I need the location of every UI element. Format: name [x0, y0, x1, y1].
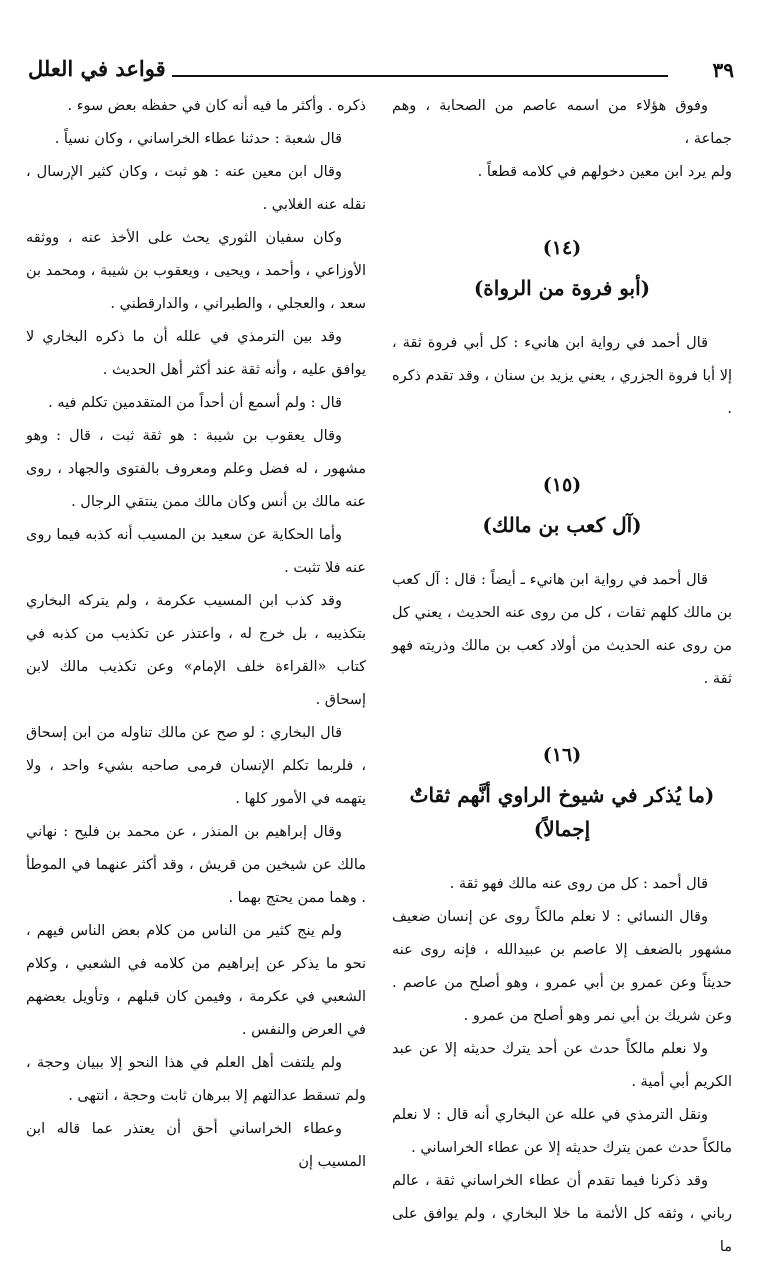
- paragraph: قال أحمد في رواية ابن هانيء : كل أبي فروة ثقة ، إلا أبا فروة الجزري ، يعني يزيد بن سنان ، وقد تقدم ذكره .: [392, 335, 732, 417]
- paragraph: وعطاء الخراساني أحق أن يعتذر عما قاله ابن المسيب إن: [26, 1121, 366, 1170]
- paragraph: ذكره . وأكثر ما فيه أنه كان في حفظه بعض سوء .: [67, 98, 366, 114]
- paragraph: وقال إبراهيم بن المنذر ، عن محمد بن فليح : نهاني مالك عن شيخين من قريش ، وقد أكثر عنهما في الموطأ . وهما ممن يحتج بهما .: [26, 824, 366, 906]
- intro-line: وفوق هؤلاء من اسمه عاصم من الصحابة ، وهم جماعة ،: [392, 98, 732, 147]
- section-title: (آل كعب بن مالك): [482, 513, 642, 537]
- section-number: (١٥): [542, 474, 582, 496]
- paragraph: وأما الحكاية عن سعيد بن المسيب أنه كذبه فيما روى عنه فلا تثبت .: [26, 527, 366, 576]
- intro-line: ولم يرد ابن معين دخولهم في كلامه قطعاً .: [477, 164, 732, 180]
- paragraph: وقال النسائي : لا نعلم مالكاً روى عن إنسان ضعيف مشهور بالضعف إلا عاصم بن عبيدالله ، فإنه روى عنه حديثاً وعن عمرو بن أبي عمرو ، وهو أصلح من عاصم . وعن شريك بن أبي نمر وهو أصلح من عمرو .: [392, 909, 732, 1024]
- paragraph: قال أحمد : كل من روى عنه مالك فهو ثقة .: [449, 876, 708, 892]
- section-title: (أبو فروة من الرواة): [473, 276, 651, 300]
- paragraph: ولم ينج كثير من الناس من كلام بعض الناس فيهم ، نحو ما يذكر عن إبراهيم من كلامه في الشعبي ، وكلام الشعبي في عكرمة ، وفيمن كان قبلهم ، وتأويل بعضهم في العرض والنفس .: [26, 923, 366, 1038]
- paragraph: وقال ابن معين عنه : هو ثبت ، وكان كثير الإرسال ، نقله عنه الغلابي .: [26, 164, 366, 213]
- page-number: ٣٩: [712, 58, 734, 82]
- paragraph: قال أحمد في رواية ابن هانيء ـ أيضاً : قال : آل كعب بن مالك كلهم ثقات ، كل من روى عنه الحديث ، يعني كل من روى عنه الحديث من أولاد كعب بن مالك وذريته فهو ثقة .: [392, 572, 732, 687]
- section-number: (١٤): [542, 237, 582, 259]
- paragraph: وقال يعقوب بن شيبة : هو ثقة ثبت ، قال : وهو مشهور ، له فضل وعلم ومعروف بالفتوى والجهاد ، روى عنه مالك بن أنس وكان مالك ممن ينتقي الرجال .: [26, 428, 366, 510]
- paragraph: ولم يلتفت أهل العلم في هذا النحو إلا ببيان وحجة ، ولم تسقط عدالتهم إلا ببرهان ثابت وحجة ، انتهى .: [26, 1055, 366, 1104]
- paragraph: ونقل الترمذي في علله عن البخاري أنه قال : لا نعلم مالكاً حدث عمن يترك حديثه إلا عن عطاء الخراساني .: [392, 1107, 732, 1156]
- paragraph: وقد بين الترمذي في علله أن ما ذكره البخاري لا يوافق عليه ، وأنه ثقة عند أكثر أهل الحديث .: [26, 329, 366, 378]
- right-column: [392, 90, 732, 1264]
- paragraph: ولا نعلم مالكاً حدث عن أحد يترك حديثه إلا عن عبد الكريم أبي أمية .: [392, 1041, 732, 1090]
- paragraph: قال شعبة : حدثنا عطاء الخراساني ، وكان نسياً .: [54, 131, 342, 147]
- section-number: (١٦): [542, 744, 582, 766]
- section-title: (ما يُذكر في شيوخ الراوي أنَّهم ثقاتٌ إجمالاً): [409, 783, 715, 841]
- header-rule: [172, 75, 668, 77]
- paragraph: قال : ولم أسمع أن أحداً من المتقدمين تكلم فيه .: [48, 395, 342, 411]
- paragraph: وكان سفيان الثوري يحث على الأخذ عنه ، ووثقه الأوزاعي ، وأحمد ، ويحيى ، ويعقوب بن شيبة ، ومحمد بن سعد ، والعجلي ، والطبراني ، والدارقطني .: [26, 230, 366, 312]
- running-title: قواعد في العلل: [28, 56, 166, 81]
- left-column: [26, 90, 366, 1179]
- paragraph: قال البخاري : لو صح عن مالك تناوله من ابن إسحاق ، فلربما تكلم الإنسان فرمى صاحبه بشيء واحد ، ولا يتهمه في الأمور كلها .: [26, 725, 366, 807]
- paragraph: وقد كذب ابن المسيب عكرمة ، ولم يتركه البخاري بتكذيبه ، بل خرج له ، واعتذر عن تكذيب من كذبه في كتاب «القراءة خلف الإمام» وعن تكذيب مالك لابن إسحاق .: [26, 593, 366, 708]
- paragraph: وقد ذكرنا فيما تقدم أن عطاء الخراساني ثقة ، عالم رباني ، وثقه كل الأئمة ما خلا البخاري ، ولم يوافق على ما: [392, 1173, 732, 1255]
